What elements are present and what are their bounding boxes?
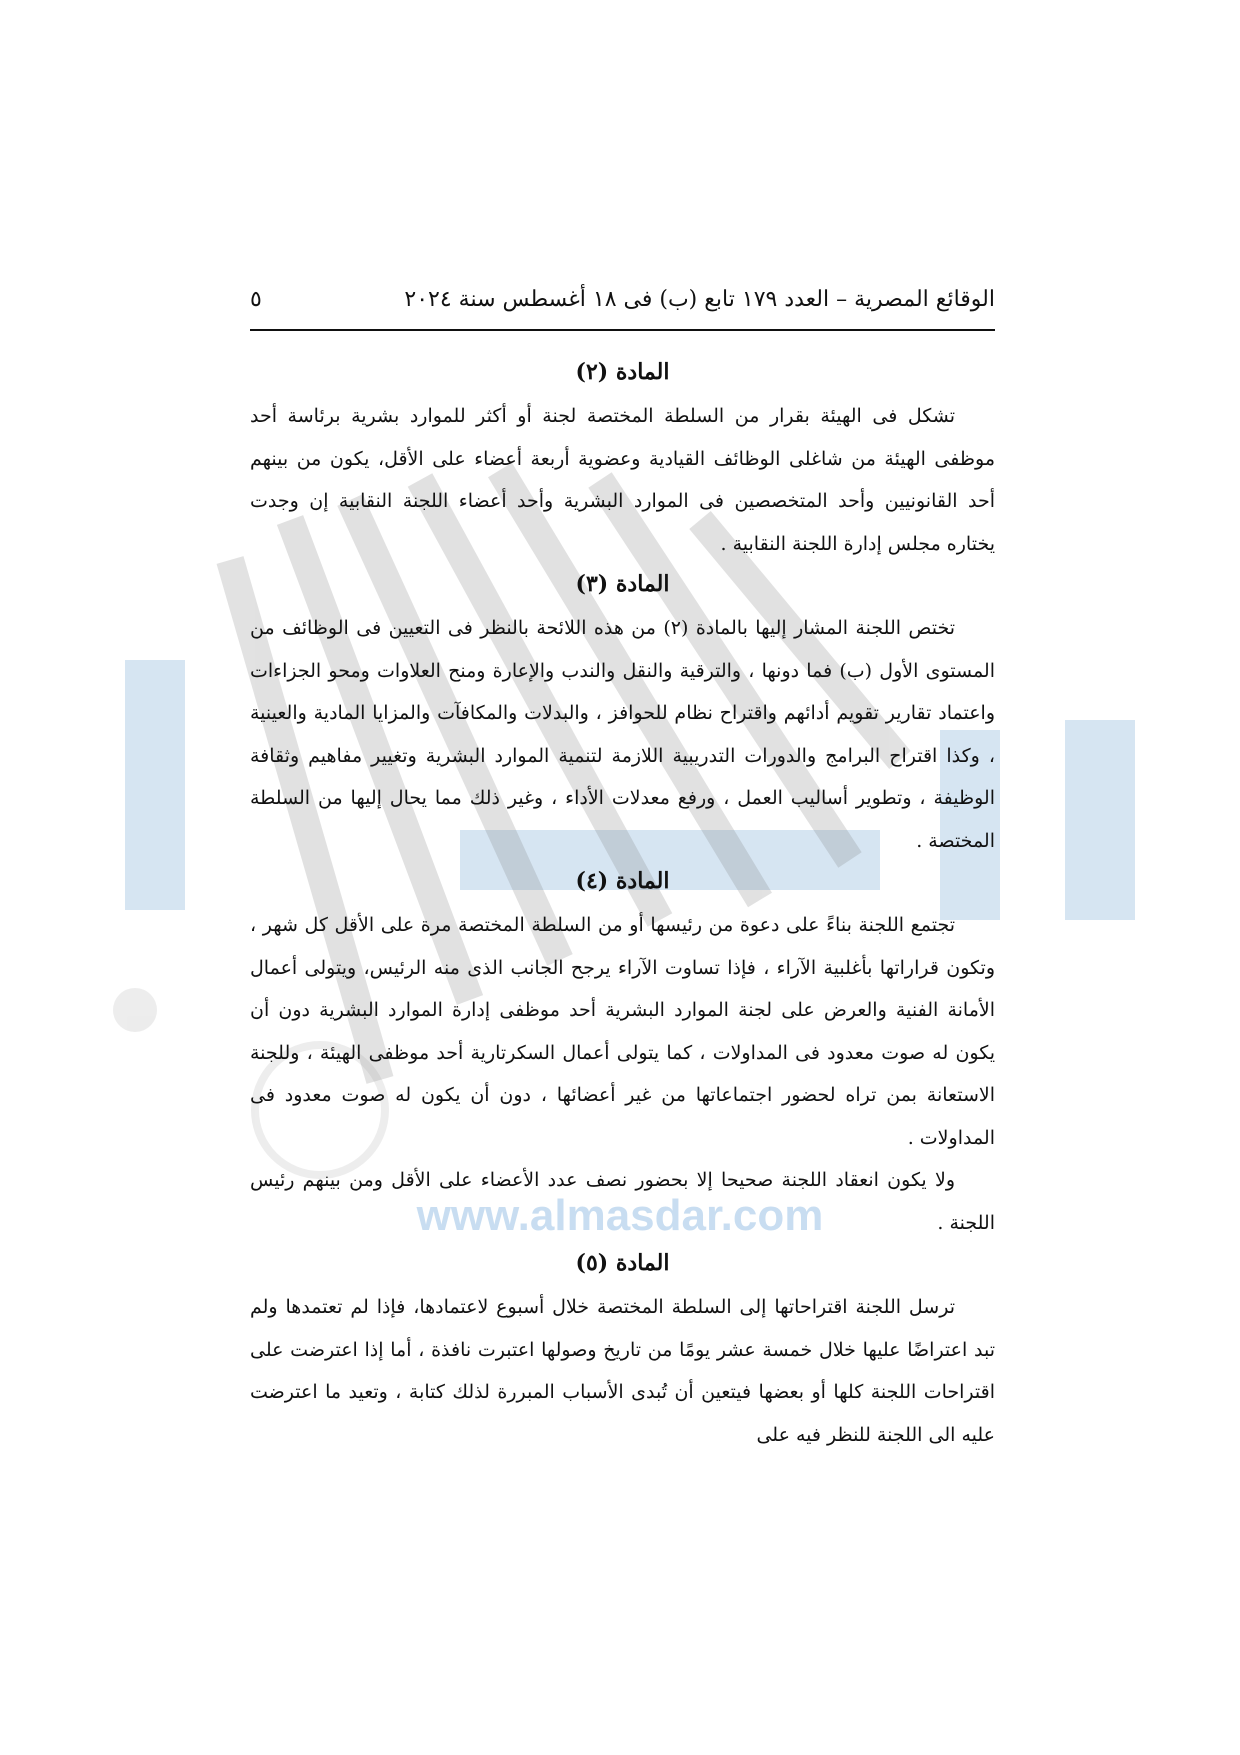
watermark-url: www.almasdar.com bbox=[416, 1191, 824, 1240]
article-paragraph: تختص اللجنة المشار إليها بالمادة (٢) من هذه اللائحة بالنظر فى التعيين فى الوظائف من المستوى الأول (ب) فما دونها ، والترقية والنقل والندب والإعارة ومنح العلاوات ومحو الجزاءات واعتماد تقارير تقويم أدائهم واقتراح نظام للحوافز ، والبدلات والمكافآت والمزايا المادية والعينية ، وكذا اقتراح البرامج والدورات التدريبية اللازمة لتنمية الموارد البشرية وتغيير مفاهيم وثقافة الوظيفة ، وتطوير أساليب العمل ، ورفع معدلات الأداء ، وغير ذلك مما يحال إليها من السلطة المختصة . bbox=[250, 617, 995, 852]
article-paragraph: تشكل فى الهيئة بقرار من السلطة المختصة لجنة أو أكثر للموارد بشرية برئاسة أحد موظفى الهيئة من شاغلى الوظائف القيادية وعضوية أربعة أعضاء على الأقل، يكون من بينهم أحد القانونيين وأحد المتخصصين فى الموارد البشرية وأحد أعضاء اللجنة النقابية إن وجدت يختاره مجلس إدارة اللجنة النقابية . bbox=[250, 405, 995, 555]
article-heading: المادة (٣) bbox=[575, 571, 670, 597]
article-heading: المادة (٤) bbox=[575, 868, 670, 894]
article-paragraph: تجتمع اللجنة بناءً على دعوة من رئيسها أو من السلطة المختصة مرة على الأقل كل شهر ، وتكون قراراتها بأغلبية الآراء ، فإذا تساوت الآراء يرجح الجانب الذى منه الرئيس، ويتولى أعمال الأمانة الفنية والعرض على لجنة الموارد البشرية أحد موظفى إدارة الموارد البشرية دون أن يكون له صوت معدود فى المداولات ، كما يتولى أعمال السكرتارية أحد موظفى الهيئة ، وللجنة الاستعانة بمن تراه لحضور اجتماعاتها من غير أعضائها ، دون أن يكون له صوت معدود فى المداولات . bbox=[250, 914, 995, 1149]
article-2 bbox=[250, 357, 995, 565]
document-page bbox=[250, 285, 995, 1456]
article-5 bbox=[250, 1248, 995, 1456]
article-heading: المادة (٥) bbox=[575, 1250, 670, 1276]
watermark-logo-bar bbox=[125, 660, 185, 910]
article-paragraph: ولا يكون انعقاد اللجنة صحيحا إلا بحضور نصف عدد الأعضاء على الأقل ومن بينهم رئيس اللجنة . bbox=[250, 1169, 995, 1234]
article-3 bbox=[250, 569, 995, 862]
page-number: ٥ bbox=[250, 287, 262, 312]
article-heading: المادة (٢) bbox=[575, 359, 670, 385]
gazette-title: الوقائع المصرية – العدد ١٧٩ تابع (ب) فى ١٨ أغسطس سنة ٢٠٢٤ bbox=[404, 287, 995, 312]
article-paragraph: ترسل اللجنة اقتراحاتها إلى السلطة المختصة خلال أسبوع لاعتمادها، فإذا لم تعتمدها ولم تبد اعتراضًا عليها خلال خمسة عشر يومًا من تاريخ وصولها اعتبرت نافذة ، أما إذا اعترضت على اقتراحات اللجنة كلها أو بعضها فيتعين أن تُبدى الأسباب المبررة لذلك كتابة ، وتعيد ما اعترضت عليه الى اللجنة للنظر فيه على bbox=[250, 1296, 995, 1446]
page-header bbox=[250, 285, 995, 331]
article-4 bbox=[250, 866, 995, 1244]
watermark-logo-bar bbox=[1065, 720, 1135, 920]
